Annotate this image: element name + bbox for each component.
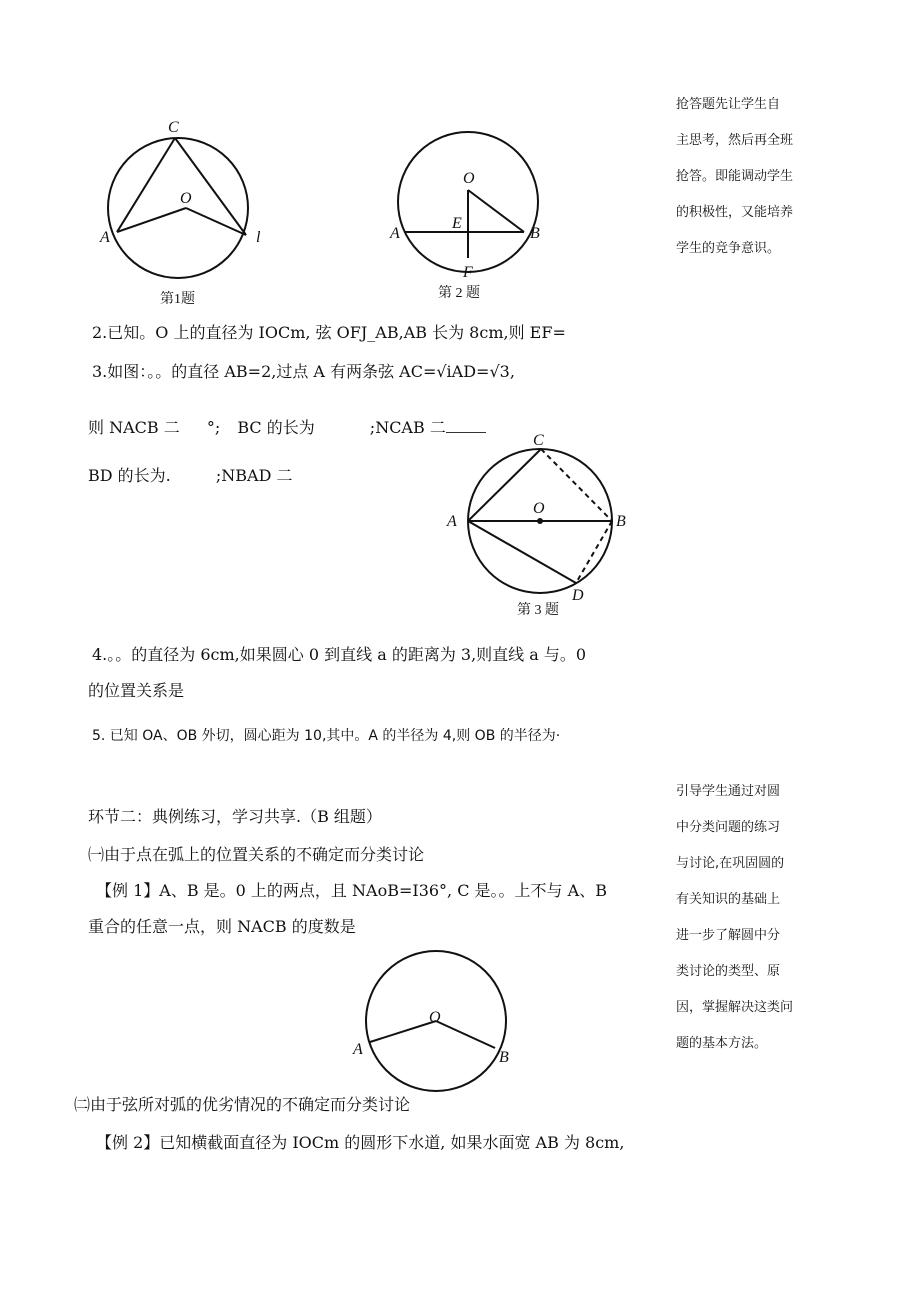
fig4-label-a: A xyxy=(353,1041,363,1058)
fig2-label-o: O xyxy=(463,170,475,187)
fig3-label-a: A xyxy=(447,513,457,530)
fig2-label-e: E xyxy=(452,215,462,232)
fig1-label-a: A xyxy=(100,229,110,246)
side-note-line: 主思考，然后再全班 xyxy=(676,133,794,148)
side-note-1 xyxy=(676,96,793,276)
fig4-radius-oa xyxy=(370,1021,436,1042)
example-2-line-1: 【例 2】已知横截面直径为 IOCm 的圆形下水道, 如果水面宽 AB 为 8cm, xyxy=(96,1133,625,1152)
side-note-line: 学生的竞争意识。 xyxy=(676,241,781,256)
fig2-label-a: A xyxy=(390,225,400,242)
q3-bad-prompt: ;NBAD 二 xyxy=(215,466,293,485)
side-note-line: 与讨论,在巩固圆的 xyxy=(676,856,785,871)
fig3-label-b: B xyxy=(616,513,626,530)
side-note-line: 抢答题先让学生自 xyxy=(676,97,781,112)
fig3-chord-ac xyxy=(468,449,541,521)
fig1-radius-oa xyxy=(117,208,186,232)
fig3-label-o: O xyxy=(533,500,545,517)
question-4-line-2: 的位置关系是 xyxy=(88,681,185,700)
fig3-chord-bd xyxy=(576,521,612,583)
side-note-line: 抢答。即能调动学生 xyxy=(676,169,794,184)
q3-cab-prompt: ;NCAB 二 xyxy=(369,418,446,437)
fig1-label-b: l xyxy=(256,229,261,246)
q3-bd-prompt: BD 的长为. xyxy=(88,466,171,485)
side-note-line: 进一步了解圆中分 xyxy=(676,928,781,943)
question-5: 5. 已知 OA、OB 外切，圆心距为 10,其中。A 的半径为 4,则 OB 的半径为· xyxy=(92,728,561,744)
fig1-chord-cb xyxy=(175,138,246,235)
fig2-radius-ob xyxy=(468,190,524,232)
fig2-label-f: F xyxy=(463,264,473,281)
fig3-label-c: C xyxy=(533,432,544,449)
fig2-caption: 第 2 题 xyxy=(438,286,480,301)
question-4-line-1: 4.。。的直径为 6cm,如果圆心 0 到直线 a 的距离为 3,则直线 a 与。0 xyxy=(92,645,587,664)
fig2-label-b: B xyxy=(530,225,540,242)
question-2: 2.已知。O 上的直径为 IOCm, 弦 OFJ_AB,AB 长为 8cm,则 EF= xyxy=(92,323,566,342)
question-3-line-3 xyxy=(88,466,292,486)
side-note-line: 类讨论的类型、原 xyxy=(676,964,781,979)
fig1-label-o: O xyxy=(180,190,192,207)
fig3-label-d: D xyxy=(572,587,584,604)
fig4-radius-ob xyxy=(436,1021,495,1048)
fig4-label-b: B xyxy=(499,1049,509,1066)
section-2-part-2: ㈡由于弦所对弧的优劣情况的不确定而分类讨论 xyxy=(74,1095,411,1114)
side-note-line: 中分类问题的练习 xyxy=(676,820,781,835)
section-2-title: 环节二：典例练习，学习共享.（B 组题） xyxy=(88,807,382,826)
fig3-chord-ad xyxy=(468,521,576,583)
figure-2 xyxy=(380,110,560,305)
figure-3 xyxy=(435,425,645,625)
fig4-label-o: O xyxy=(429,1009,441,1026)
side-note-line: 因，掌握解决这类问 xyxy=(676,1000,794,1015)
side-note-line: 的积极性，又能培养 xyxy=(676,205,794,220)
fig1-caption: 第1题 xyxy=(160,292,195,307)
example-1-line-2: 重合的任意一点，则 NACB 的度数是 xyxy=(88,917,356,936)
q3-bc-prompt: BC 的长为 xyxy=(237,418,315,437)
side-note-line: 有关知识的基础上 xyxy=(676,892,781,907)
side-note-2 xyxy=(676,783,793,1071)
side-note-line: 引导学生通过对圆 xyxy=(676,784,781,799)
question-3-line-2 xyxy=(88,418,486,438)
q3-acb-prompt: 则 NACB 二 xyxy=(88,418,180,437)
figure-1 xyxy=(90,110,280,310)
fig3-caption: 第 3 题 xyxy=(517,603,559,618)
fig1-chord-ac xyxy=(117,138,175,232)
section-2-part-1: ㈠由于点在弧上的位置关系的不确定而分类讨论 xyxy=(88,845,425,864)
q3-degree: °; xyxy=(206,418,221,437)
figure-4 xyxy=(345,950,530,1095)
side-note-line: 题的基本方法。 xyxy=(676,1036,768,1051)
question-3-line-1: 3.如图：。。的直径 AB=2,过点 A 有两条弦 AC=√iAD=√3, xyxy=(92,362,515,381)
fig1-label-c: C xyxy=(168,119,179,136)
fig3-center-dot xyxy=(537,518,543,524)
example-1-line-1: 【例 1】A、B 是。0 上的两点，且 NAoB=I36°, C 是。。上不与 A、B xyxy=(96,881,607,900)
